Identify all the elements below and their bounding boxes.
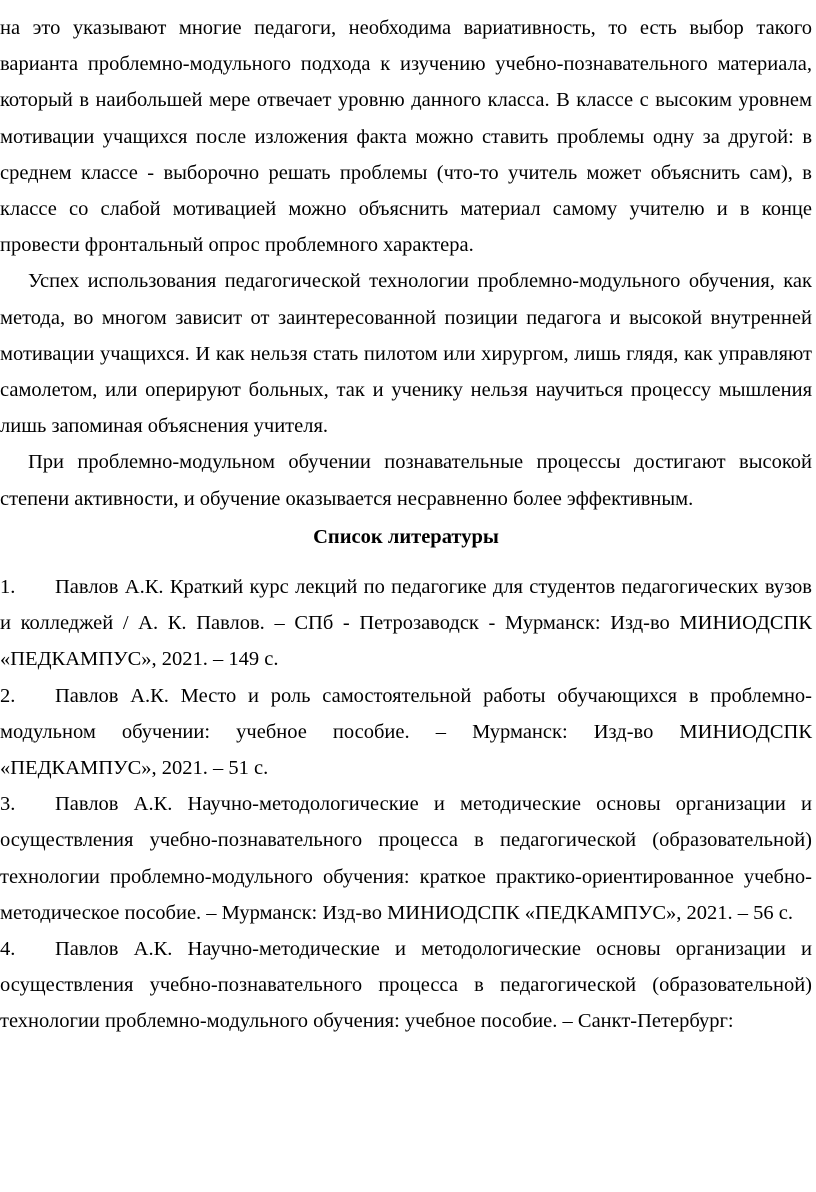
reference-item-4 [0, 931, 812, 1040]
body-paragraph-2: Успех использования педагогической технологии проблемно-модульного обучения, как метода, во многом зависит от заинтересованной позиции педагога и высокой внутренней мотивации учащихся. И как нельзя стать пилотом или хирургом, лишь глядя, как управляют самолетом, или оперируют больных, так и ученику нельзя научиться процессу мышления лишь запоминая объяснения учителя. [0, 270, 812, 438]
reference-number: 1. [0, 576, 16, 599]
reference-number: 4. [0, 938, 16, 961]
references-list [0, 569, 812, 1040]
reference-item-2 [0, 678, 812, 787]
reference-text: Павлов А.К. Научно-методологические и методические основы организации и осуществления учебно-познавательного процесса в педагогической (образовательной) технологии проблемно-модульного обучения: краткое практико-ориентированное учебно-методическое пособие. – Мурманск: Изд-во МИНИОДСПК «ПЕДКАМПУС», 2021. – 56 с. [0, 793, 812, 924]
reference-text: Павлов А.К. Краткий курс лекций по педагогике для студентов педагогических вузов и колледжей / А. К. Павлов. – СПб - Петрозаводск - Мурманск: Изд-во МИНИОДСПК «ПЕДКАМПУС», 2021. – 149 с. [0, 576, 812, 671]
reference-number: 3. [0, 793, 16, 816]
references-heading: Список литературы [313, 525, 499, 548]
reference-number: 2. [0, 684, 16, 707]
body-paragraph-1: на это указывают многие педагоги, необходима вариативность, то есть выбор такого варианта проблемно-модульного подхода к изучению учебно-познавательного материала, который в наибольшей мере отвечает уровню данного класса. В классе с высоким уровнем мотивации учащихся после изложения факта можно ставить проблемы одну за другой: в среднем классе - выборочно решать проблемы (что-то учитель может объяснить сам), в классе со слабой мотивацией можно объяснить материал самому учителю и в конце провести фронтальный опрос проблемного характера. [0, 17, 812, 257]
reference-item-1 [0, 569, 812, 678]
reference-text: Павлов А.К. Место и роль самостоятельной работы обучающихся в проблемно-модульном обучении: учебное пособие. – Мурманск: Изд-во МИНИОДСПК «ПЕДКАМПУС», 2021. – 51 с. [0, 684, 812, 780]
reference-item-3 [0, 786, 812, 931]
body-paragraph-3: При проблемно-модульном обучении познавательные процессы достигают высокой степени активности, и обучение оказывается несравненно более эффективным. [0, 451, 812, 510]
reference-text: Павлов А.К. Научно-методические и методологические основы организации и осуществления учебно-познавательного процесса в педагогической (образовательной) технологии проблемно-модульного обучения: учебное пособие. – Санкт-Петербург: [0, 938, 812, 1033]
